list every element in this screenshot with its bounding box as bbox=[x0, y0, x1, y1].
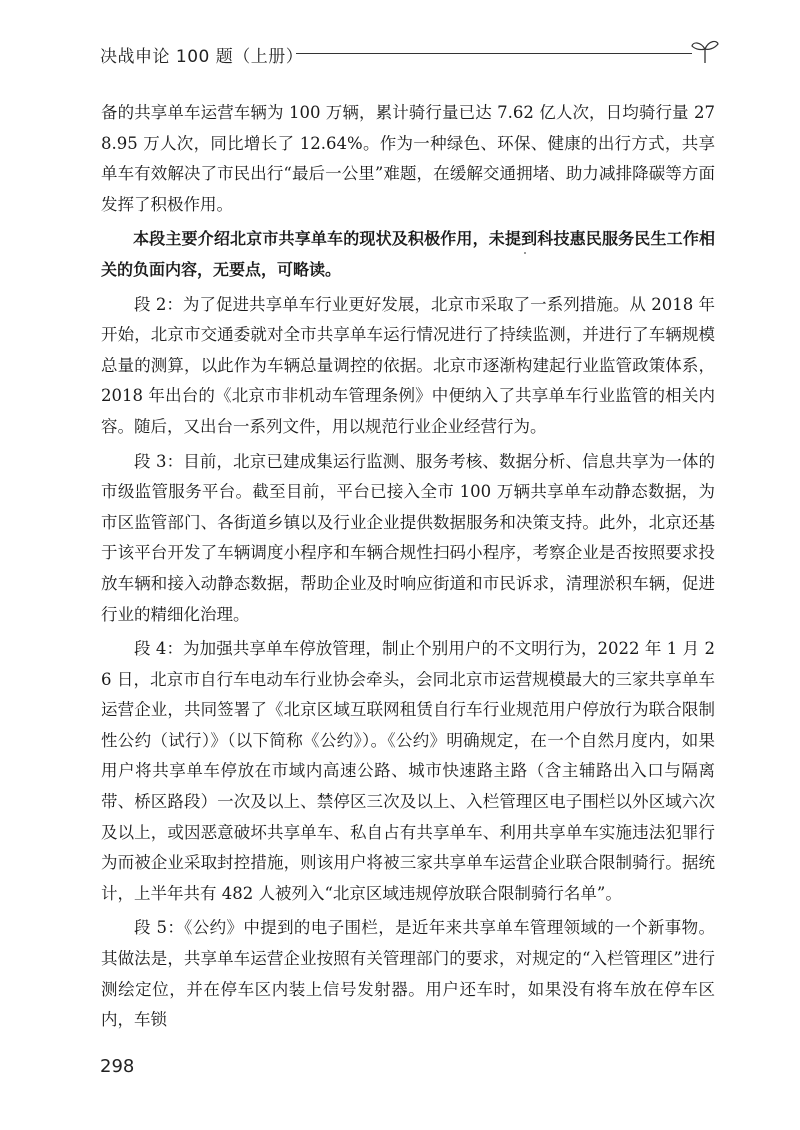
scan-speck bbox=[524, 252, 526, 254]
page-body bbox=[101, 98, 715, 1036]
header-rule bbox=[296, 53, 692, 54]
paragraph-section-3: 段 3：目前，北京已建成集运行监测、服务考核、数据分析、信息共享为一体的市级监管服务平台。截至目前，平台已接入全市 100 万辆共享单车动静态数据，为市区监管部门、各街道乡镇以及行业企业提供数据服务和决策支持。此外，北京还基于该平台开发了车辆调度小程序和车辆合规性扫码小程序，考察企业是否按照要求投放车辆和接入动静态数据，帮助企业及时响应街道和市民诉求，清理淤积车辆，促进行业的精细化治理。 bbox=[101, 451, 715, 624]
book-title: 决战申论 100 题（上册） bbox=[100, 47, 304, 67]
running-header bbox=[100, 38, 720, 68]
paragraph-section-5: 段 5：《公约》中提到的电子围栏，是近年来共享单车管理领域的一个新事物。其做法是，共享单车运营企业按照有关管理部门的要求，对规定的“入栏管理区”进行测绘定位，并在停车区内装上信号发射器。用户还车时，如果没有将车放在停车区内，车锁 bbox=[101, 918, 715, 1030]
paragraph-section-2: 段 2：为了促进共享单车行业更好发展，北京市采取了一系列措施。从 2018 年开始，北京市交通委就对全市共享单车运行情况进行了持续监测，并进行了车辆规模总量的测算，以此作为车辆总量调控的依据。北京市逐渐构建起行业监管政策体系，2018 年出台的《北京市非机动车管理条例》中便纳入了共享单车行业监管的相关内容。随后，又出台一系列文件，用以规范行业企业经营行为。 bbox=[101, 294, 715, 436]
page-number: 298 bbox=[100, 1056, 135, 1077]
analysis-note: 本段主要介绍北京市共享单车的现状及积极作用，未提到科技惠民服务民生工作相关的负面内容，无要点，可略读。 bbox=[101, 229, 715, 279]
sprout-icon bbox=[690, 38, 720, 64]
paragraph-section-4: 段 4：为加强共享单车停放管理，制止个别用户的不文明行为，2022 年 1 月 26 日，北京市自行车电动车行业协会牵头，会同北京市运营规模最大的三家共享单车运营企业，共同签署了《北京区域互联网租赁自行车行业规范用户停放行为联合限制性公约（试行）》（以下简称《公约》）。《公约》明确规定，在一个自然月度内，如果用户将共享单车停放在市域内高速公路、城市快速路主路（含主辅路出入口与隔离带、桥区路段）一次及以上、禁停区三次及以上、入栏管理区电子围栏以外区域六次及以上，或因恶意破坏共享单车、私自占有共享单车、利用共享单车实施违法犯罪行为而被企业采取封控措施，则该用户将被三家共享单车运营企业联合限制骑行。据统计，上半年共有 482 人被列入“北京区域违规停放联合限制骑行名单”。 bbox=[101, 639, 715, 903]
paragraph-continuation: 备的共享单车运营车辆为 100 万辆，累计骑行量已达 7.62 亿人次，日均骑行量 278.95 万人次，同比增长了 12.64%。作为一种绿色、环保、健康的出行方式，共享单车有效解决了市民出行“最后一公里”难题，在缓解交通拥堵、助力减排降碳等方面发挥了积极作用。 bbox=[101, 103, 715, 214]
